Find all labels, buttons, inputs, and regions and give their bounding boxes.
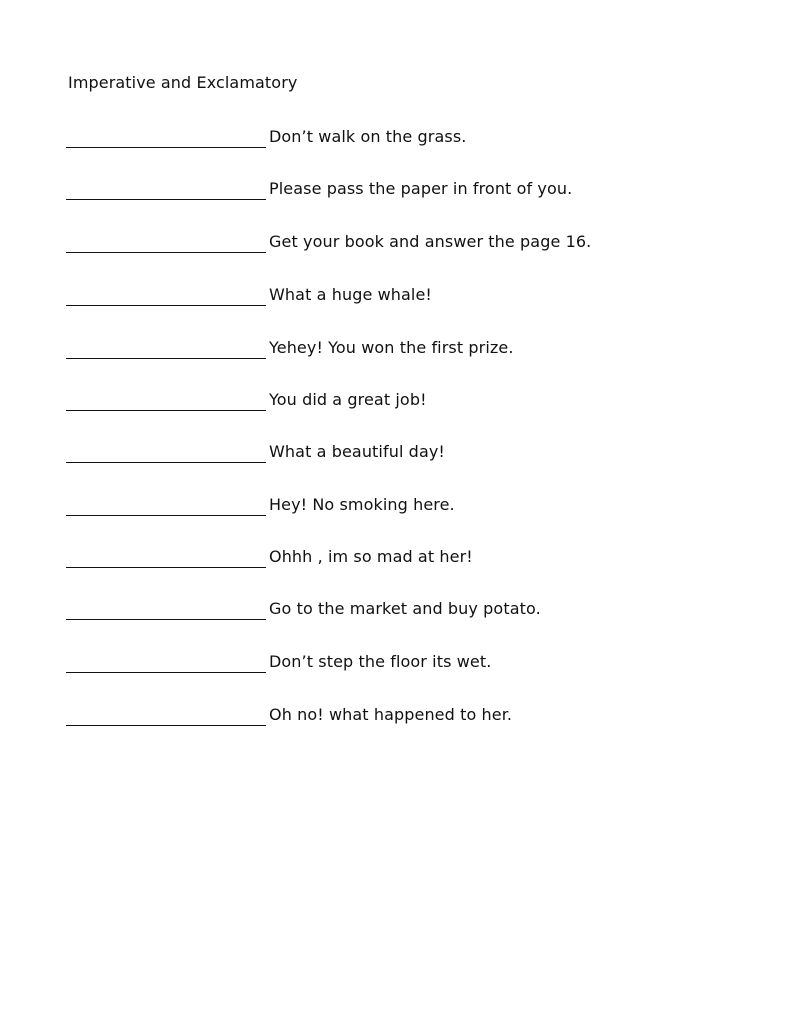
- question-row: [0, 649, 793, 679]
- question-sentence: Hey! No smoking here.: [269, 495, 455, 514]
- answer-blank[interactable]: [66, 462, 266, 463]
- question-row: [0, 596, 793, 626]
- question-row: [0, 544, 793, 574]
- answer-blank[interactable]: [66, 305, 266, 306]
- question-row: [0, 439, 793, 469]
- question-row: [0, 492, 793, 522]
- question-sentence: Ohhh , im so mad at her!: [269, 547, 473, 566]
- answer-blank[interactable]: [66, 672, 266, 673]
- question-row: [0, 229, 793, 259]
- question-sentence: What a beautiful day!: [269, 442, 445, 461]
- question-sentence: What a huge whale!: [269, 285, 432, 304]
- answer-blank[interactable]: [66, 199, 266, 200]
- answer-blank[interactable]: [66, 252, 266, 253]
- question-sentence: Oh no! what happened to her.: [269, 705, 513, 724]
- question-sentence: Don’t step the floor its wet.: [269, 652, 492, 671]
- question-sentence: Don’t walk on the grass.: [269, 127, 467, 146]
- question-sentence: Please pass the paper in front of you.: [269, 179, 573, 198]
- answer-blank[interactable]: [66, 147, 266, 148]
- question-sentence: Go to the market and buy potato.: [269, 599, 541, 618]
- question-row: [0, 335, 793, 365]
- answer-blank[interactable]: [66, 358, 266, 359]
- question-row: [0, 124, 793, 154]
- answer-blank[interactable]: [66, 410, 266, 411]
- question-row: [0, 702, 793, 732]
- answer-blank[interactable]: [66, 725, 266, 726]
- question-sentence: You did a great job!: [269, 390, 427, 409]
- question-row: [0, 282, 793, 312]
- question-sentence: Yehey! You won the first prize.: [269, 338, 514, 357]
- answer-blank[interactable]: [66, 619, 266, 620]
- answer-blank[interactable]: [66, 567, 266, 568]
- question-row: [0, 387, 793, 417]
- answer-blank[interactable]: [66, 515, 266, 516]
- question-sentence: Get your book and answer the page 16.: [269, 232, 592, 251]
- question-row: [0, 176, 793, 206]
- worksheet-title: Imperative and Exclamatory: [68, 73, 298, 92]
